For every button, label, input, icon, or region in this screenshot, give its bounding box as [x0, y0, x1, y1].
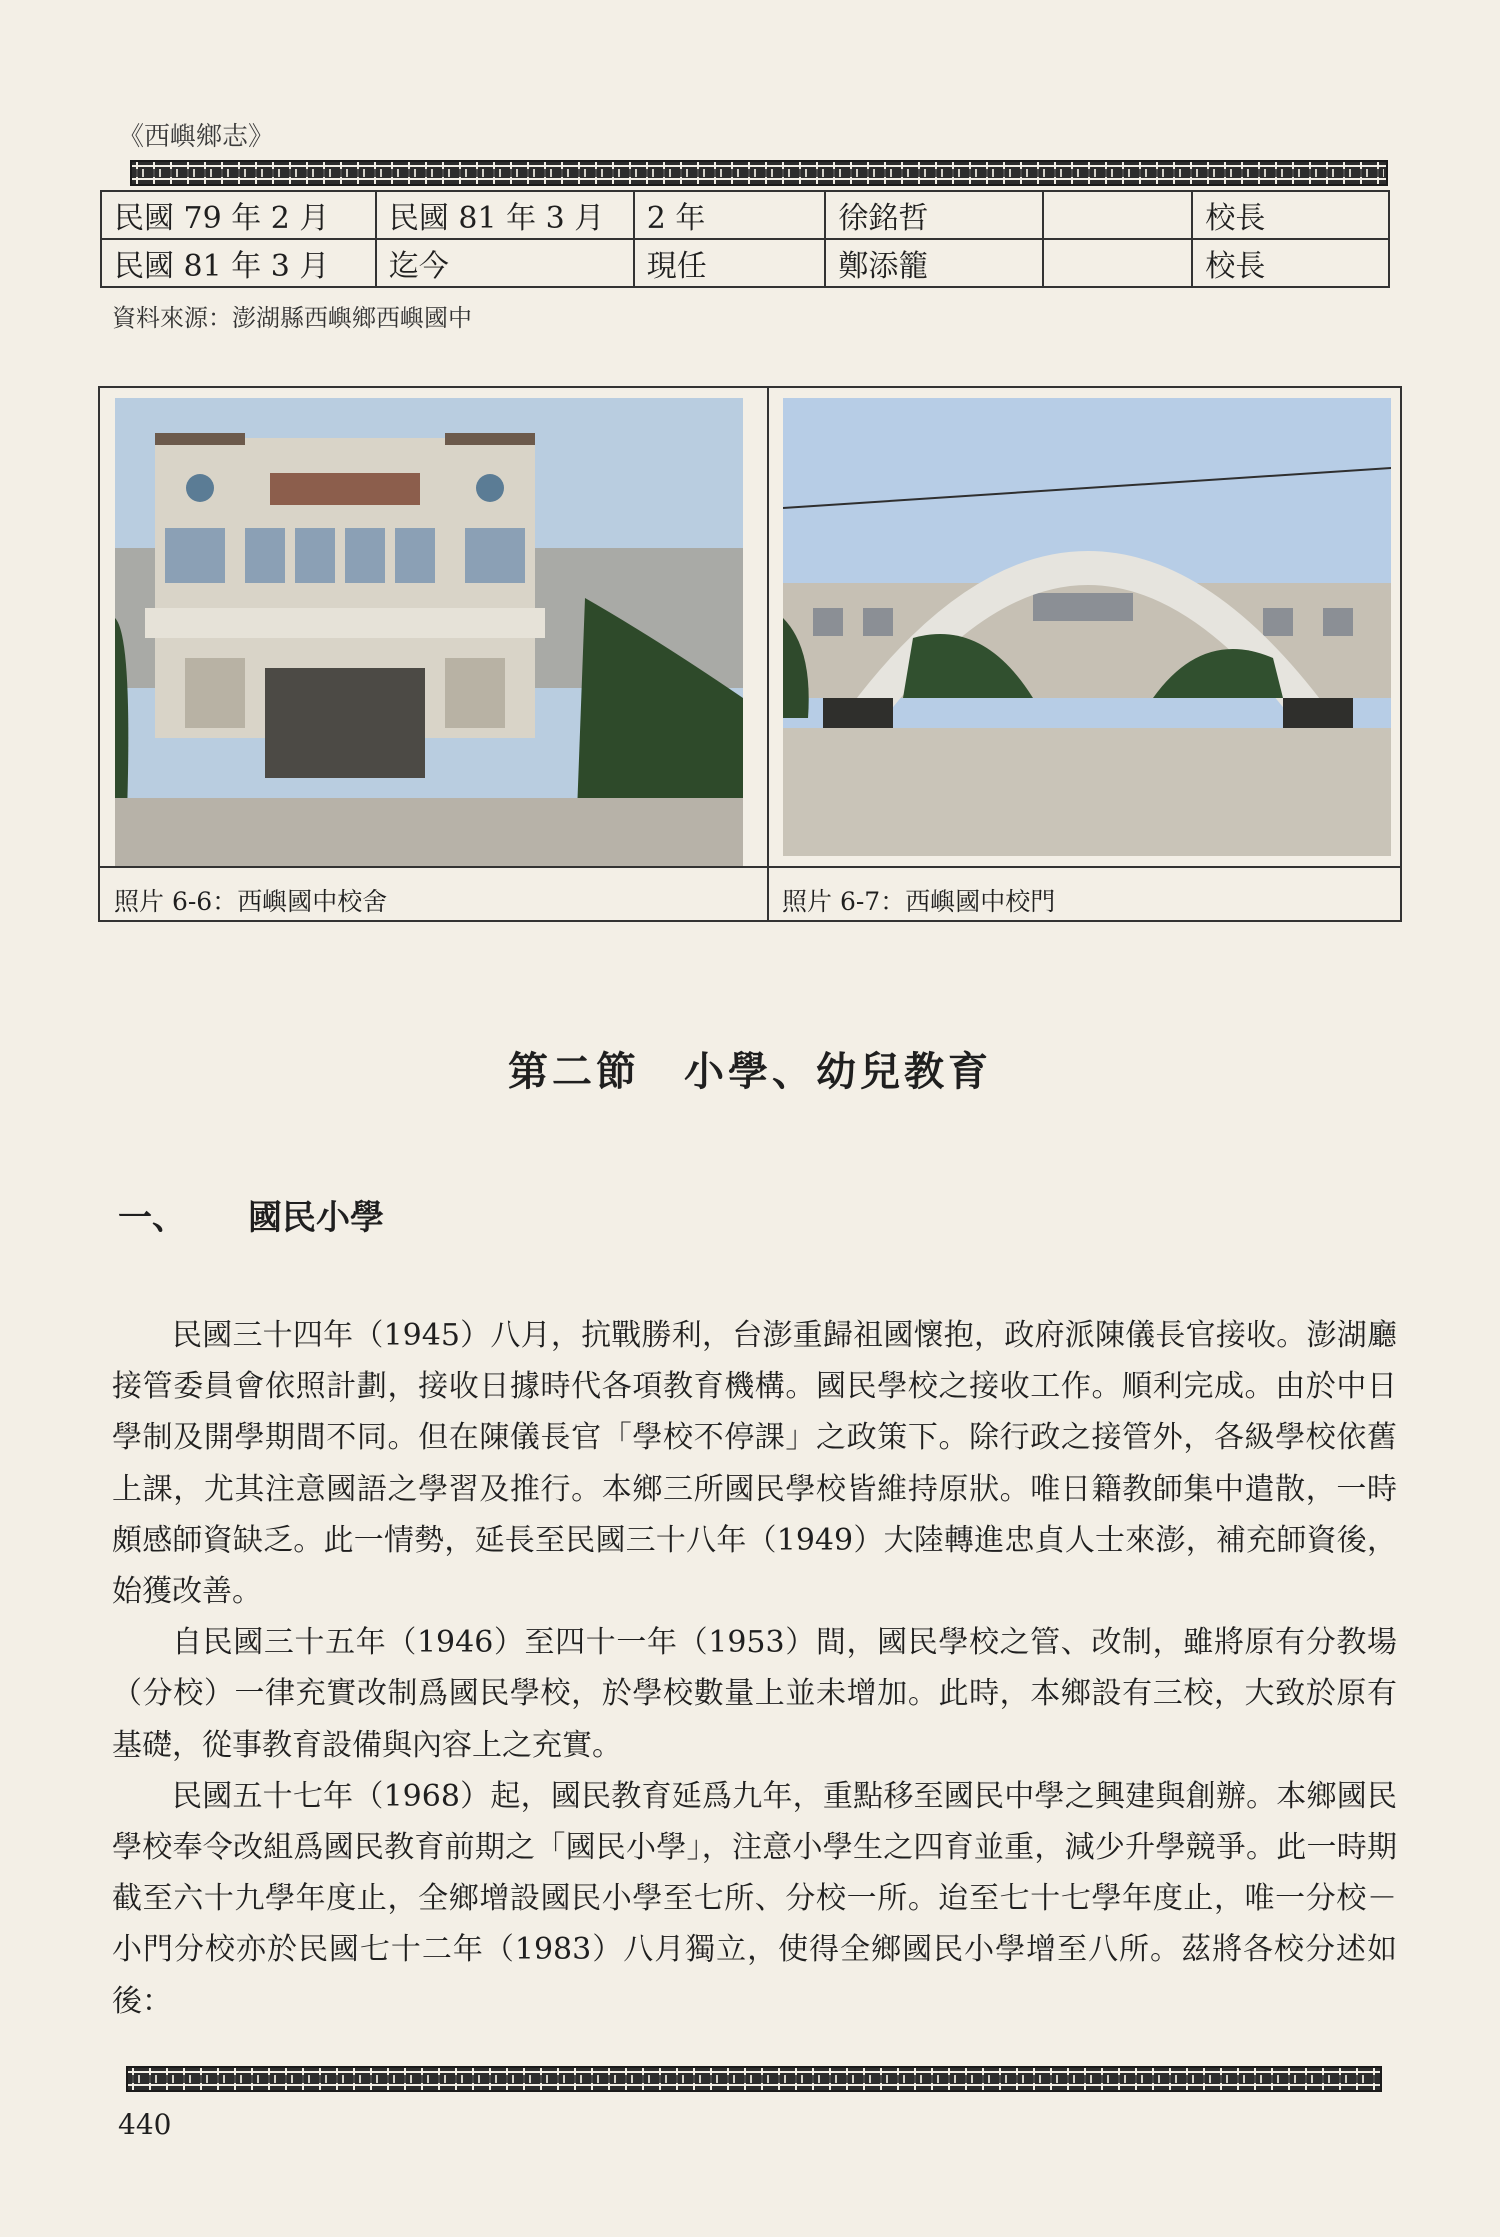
table-cell: 校長 — [1192, 239, 1389, 287]
photo-panel — [98, 386, 1402, 922]
table-source-note: 資料來源：澎湖縣西嶼鄉西嶼國中 — [112, 304, 472, 332]
table-cell — [1043, 239, 1192, 287]
body-text — [112, 1310, 1397, 2027]
table-cell: 徐銘哲 — [825, 191, 1043, 239]
section-title: 第二節 小學、幼兒教育 — [508, 1048, 992, 1095]
page-number: 440 — [118, 2108, 172, 2141]
table-cell: 民國 79 年 2 月 — [101, 191, 376, 239]
table-cell: 迄今 — [376, 239, 634, 287]
school-building-photo — [115, 398, 743, 866]
table-cell: 現任 — [634, 239, 826, 287]
school-gate-photo — [783, 398, 1391, 856]
sub-heading — [118, 1190, 384, 1239]
table-cell: 民國 81 年 3 月 — [101, 239, 376, 287]
table-cell: 民國 81 年 3 月 — [376, 191, 634, 239]
sub-heading-title: 國民小學 — [248, 1198, 384, 1238]
table-cell: 鄭添籠 — [825, 239, 1043, 287]
photo-divider — [767, 388, 769, 922]
principal-table — [100, 190, 1390, 288]
table-row — [101, 239, 1389, 287]
top-decorative-border — [130, 160, 1388, 186]
table-cell: 校長 — [1192, 191, 1389, 239]
paragraph: 自民國三十五年（1946）至四十一年（1953）間，國民學校之管、改制，雖將原有分教場（分校）一律充實改制爲國民學校，於學校數量上並未增加。此時，本鄉設有三校，大致於原有基礎，從事教育設備與內容上之充實。 — [112, 1625, 1397, 1763]
bottom-decorative-border — [126, 2066, 1382, 2092]
book-title: 《西嶼鄉志》 — [118, 122, 275, 152]
photo-caption-building: 照片 6-6：西嶼國中校舍 — [114, 887, 388, 916]
photo-caption-gate: 照片 6-7：西嶼國中校門 — [782, 887, 1056, 916]
table-row — [101, 191, 1389, 239]
caption-divider — [100, 866, 1400, 868]
table-cell: 2 年 — [634, 191, 826, 239]
sub-heading-number: 一、 — [118, 1198, 186, 1238]
table-cell — [1043, 191, 1192, 239]
paragraph: 民國五十七年（1968）起，國民教育延爲九年，重點移至國民中學之興建與創辦。本鄉國民學校奉令改組爲國民教育前期之「國民小學」，注意小學生之四育並重，減少升學競爭。此一時期截至六十九學年度止，全鄉增設國民小學至七所、分校一所。迨至七十七學年度止，唯一分校－小門分校亦於民國七十二年（1983）八月獨立，使得全鄉國民小學增至八所。茲將各校分述如後： — [112, 1778, 1397, 2019]
paragraph: 民國三十四年（1945）八月，抗戰勝利，台澎重歸祖國懷抱，政府派陳儀長官接收。澎湖廳接管委員會依照計劃，接收日據時代各項教育機構。國民學校之接收工作。順利完成。由於中日學制及開學期間不同。但在陳儀長官「學校不停課」之政策下。除行政之接管外，各級學校依舊上課，尤其注意國語之學習及推行。本鄉三所國民學校皆維持原狀。唯日籍教師集中遣散，一時頗感師資缺乏。此一情勢，延長至民國三十八年（1949）大陸轉進忠貞人士來澎，補充師資後，始獲改善。 — [112, 1318, 1397, 1610]
